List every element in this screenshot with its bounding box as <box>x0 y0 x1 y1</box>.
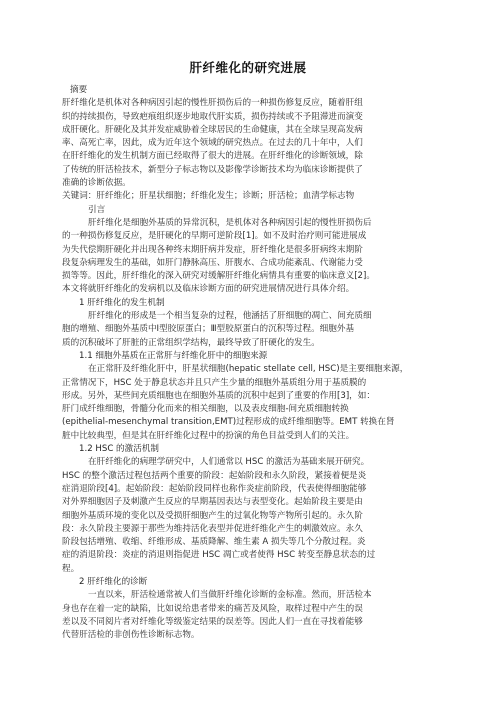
paragraph-line: 形成。另外，某些间充质细胞也在细胞外基质的沉积中起到了重要的作用[3]，如： <box>62 390 375 401</box>
paragraph-line: 的一种损伤修复反应，是肝硬化的早期可逆阶段[1]。如不及时治疗则可能进展成 <box>62 231 367 242</box>
paragraph-line: (epithelial-mesenchymal transition,EMT)过程形成的成纤维细胞等。EMT 转换在肾 <box>62 417 395 428</box>
keywords: 关键词：肝纤维化；肝星状细胞；纤维化发生；诊断；肝活检；血清学标志物 <box>62 191 355 202</box>
paragraph-line: 段：永久阶段主要源于那些为维持活化表型并促进纤维化产生的刺激效应。永久 <box>62 523 363 534</box>
intro-heading: 引言 <box>88 204 106 215</box>
section-1-2-body <box>62 456 433 576</box>
section-1-1-heading: 1.1 细胞外基质在正常肝与纤维化肝中的细胞来源 <box>79 350 268 361</box>
document-title: 肝纤维化的研究进展 <box>189 60 307 75</box>
abstract-heading: 摘要 <box>70 85 88 95</box>
document-body <box>62 84 433 642</box>
paragraph-line: 织的持续损伤，导致疤痕组织逐步地取代肝实质，损伤持续或不予阻滞进而演变 <box>62 111 363 122</box>
introduction <box>62 217 433 297</box>
section-1-body <box>62 310 433 350</box>
paragraph-line: 正常情况下，HSC 处于静息状态并且只产生少量的细胞外基质组分用于基质膜的 <box>62 377 367 388</box>
paragraph-line: 为失代偿期肝硬化并出现各种终末期肝病并发症，肝纤维化是很多肝病终末期阶 <box>62 244 363 255</box>
paragraph-line: 在肝纤维化的发生机制方面已经取得了很大的进展。在肝纤维化的诊断领域，除 <box>62 151 363 162</box>
paragraph-line: 代替肝活检的非创伤性诊断标志物。 <box>62 630 200 641</box>
paragraph-line: 身也存在着一定的缺陷，比如说给患者带来的痛苦及风险，取样过程中产生的误 <box>62 603 363 614</box>
paragraph-line: 了传统的肝活检技术，新型分子标志物以及影像学诊断技术均为临床诊断提供了 <box>62 164 363 175</box>
section-2-heading: 2 肝纤维化的诊断 <box>79 576 148 587</box>
paragraph-line: 脏中比较典型，但是其在肝纤维化过程中的扮演的角色目益受到人们的关注。 <box>62 430 355 441</box>
paragraph-line: 准确的诊断依据。 <box>62 178 131 189</box>
paragraph-line: 对外界细胞因子及刺激产生反应的早期基因表达与表型变化。起始阶段主要是由 <box>62 497 363 508</box>
paragraph-line: 成肝硬化。肝硬化及其并发症威胁着全球居民的生命健康，其在全球呈现高发病 <box>62 124 363 135</box>
paragraph-line: 症的消退阶段：炎症的消退则指促进 HSC 凋亡或者使得 HSC 转变至静息状态的过 <box>62 550 376 561</box>
paragraph-line: 一直以来，肝活检通常被人们当做肝纤维化诊断的金标准。然而，肝活检本 <box>88 590 372 601</box>
section-1-2-heading: 1.2 HSC 的激活机制 <box>79 444 160 455</box>
paragraph-line: 症消退阶段[4]。起始阶段：起始阶段同样也称作炎症前阶段，代表使得细胞能够 <box>62 483 367 494</box>
section-1-1-body <box>62 363 433 443</box>
section-1-heading: 1 肝纤维化的发生机制 <box>79 297 165 308</box>
paragraph-line: 率、高死亡率，因此，成为近年这个领域的研究热点。在过去的几十年中，人们 <box>62 138 363 149</box>
paragraph-line: 肝纤维化的形成是一个相当复杂的过程，他涵括了肝细胞的凋亡、间充质细 <box>88 311 372 322</box>
paragraph-line: 细胞外基质环境的变化以及受损肝细胞产生的过氧化物等产物所引起的。永久阶 <box>62 510 363 521</box>
paragraph-line: 段复杂病理发生的基础，如肝门静脉高压、肝腹水、合成功能紊乱、代谢能力受 <box>62 257 363 268</box>
paragraph-line: 在正常肝及纤维化肝中，肝星状细胞(hepatic stellate cell, HSC)是主要细胞来源， <box>88 364 409 375</box>
section-2-body <box>62 589 433 642</box>
paragraph-line: 程。 <box>62 563 80 574</box>
paragraph-line: 本文将就肝纤维化的发病机以及临床诊断方面的研究进展情况进行具体介绍。 <box>62 284 355 295</box>
paragraph-line: 在肝纤维化的病理学研究中，人们通常以 HSC 的激活为基础来展开研究。 <box>88 457 370 468</box>
paragraph-line: 差以及不同阅片者对纤维化等级鉴定结果的误差等。因此人们一直在寻找着能够 <box>62 616 363 627</box>
paragraph-line: 肝门成纤维细胞，骨髓分化而来的相关细胞，以及表皮细胞-间充质细胞转换 <box>62 404 349 415</box>
paragraph-line: 胞的增殖、细胞外基质中Ⅰ型胶原蛋白；Ⅲ型胶原蛋白的沉积等过程。细胞外基 <box>62 324 355 335</box>
paragraph-line: 阶段包括增殖、收缩、纤维形成、基质降解、维生素 A 损失等几个分散过程。炎 <box>62 537 366 548</box>
paragraph-line: 肝纤维化是机体对各种病因引起的慢性肝损伤后的一种损伤修复反应，随着肝组 <box>62 98 363 109</box>
paragraph-line: 质的沉积破坏了肝脏的正常组织学结构，最终导致了肝硬化的发生。 <box>62 337 320 348</box>
paragraph-line: 损等等。因此，肝纤维化的深入研究对缓解肝纤维化病情具有重要的临床意义[2]。 <box>62 271 375 282</box>
abstract <box>62 97 433 190</box>
paragraph-line: HSC 的整个激活过程包括两个重要的阶段：起始阶段和永久阶段，紧接着便是炎 <box>62 470 367 481</box>
paragraph-line: 肝纤维化是细胞外基质的异常沉积，是机体对各种病因引起的慢性肝损伤后 <box>88 217 372 228</box>
